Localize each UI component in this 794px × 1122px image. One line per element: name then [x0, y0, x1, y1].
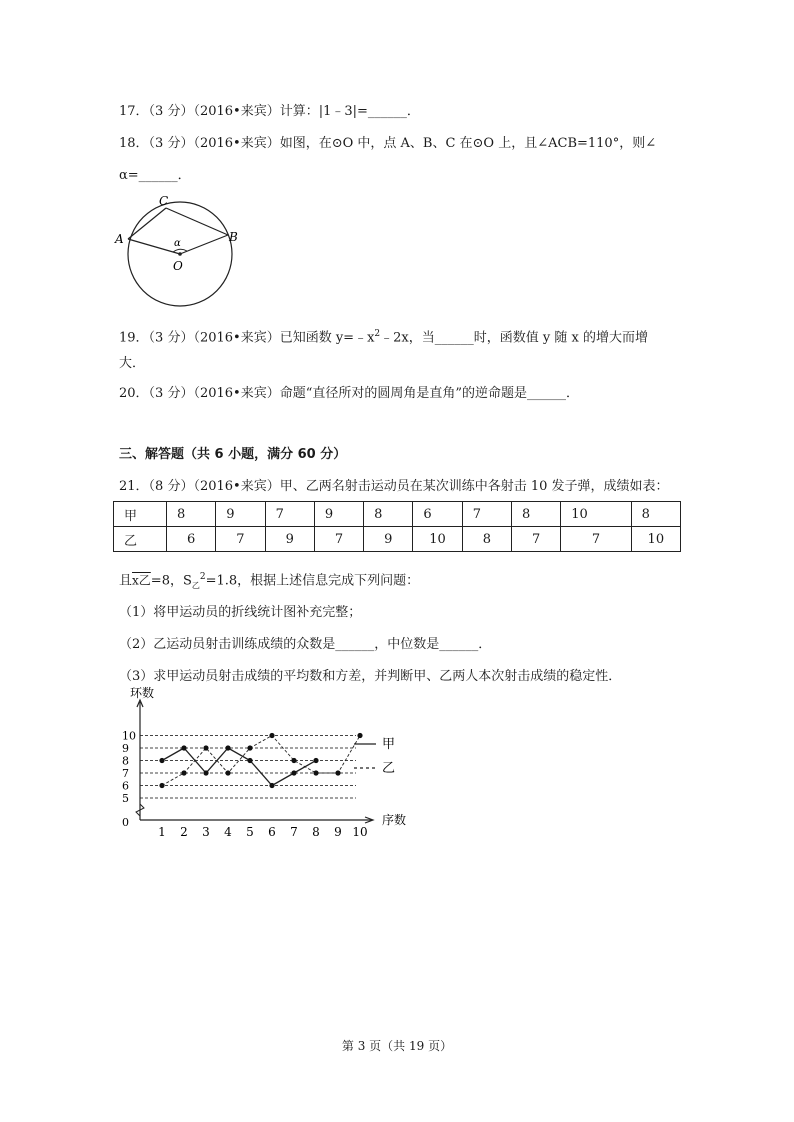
data-point [159, 758, 164, 763]
question-19-exponent: 2 [374, 329, 381, 339]
given-prefix: 且 [119, 573, 133, 589]
question-21-text: 21．（8 分）（2016•来宾）甲、乙两名射击运动员在某次训练中各射击 10 发子弹，成绩如表： [119, 479, 669, 494]
y-tick-label: 0 [122, 816, 129, 829]
chord-ac [128, 208, 166, 239]
x-tick-label: 1 [158, 825, 166, 839]
row-label-yi: 乙 [114, 527, 167, 552]
x-tick-label: 10 [352, 825, 368, 839]
x-tick-label: 4 [224, 825, 232, 839]
data-point [313, 758, 318, 763]
question-19-line2 [119, 354, 145, 374]
label-c: C [159, 194, 169, 208]
part-2: （2）乙运动员射击训练成绩的众数是______，中位数是______． [119, 637, 492, 652]
table-cell: 7 [511, 527, 560, 552]
table-cell: 8 [167, 502, 216, 527]
legend-symbol: —— [354, 748, 356, 749]
table-cell: 8 [364, 502, 413, 527]
table-cell: 9 [364, 527, 413, 552]
table-cell: 6 [167, 527, 216, 552]
data-point [181, 770, 186, 775]
x-tick-label: 7 [290, 825, 298, 839]
chart-ticks [122, 685, 406, 839]
x-tick-label: 9 [334, 825, 342, 839]
data-point [225, 745, 230, 750]
data-point [335, 770, 340, 775]
section-3-title: 三、解答题（共 6 小题，满分 60 分） [119, 447, 347, 462]
x-axis-label: 序数 [382, 813, 407, 827]
score-line-chart [110, 686, 430, 839]
question-18-text: 18．（3 分）（2016•来宾）如图，在⊙O 中，点 A、B、C 在⊙O 上，且∠ACB=110°，则∠ [119, 136, 657, 151]
chord-cb [166, 208, 228, 235]
question-19-line1 [119, 324, 648, 348]
y-tick-label: 10 [122, 729, 136, 743]
label-o: O [173, 259, 183, 273]
scores-table [113, 501, 681, 552]
question-18-line1 [119, 134, 656, 154]
data-point [181, 745, 186, 750]
x-tick-label: 5 [246, 825, 254, 839]
chart-axes [136, 700, 373, 823]
data-point [225, 770, 230, 775]
variance-subscript: 乙 [191, 580, 200, 590]
x-tick-label: 8 [312, 825, 320, 839]
question-18-answer-line: α=______． [119, 168, 191, 183]
data-point [247, 758, 252, 763]
circle-figure [115, 192, 245, 307]
data-point [203, 745, 208, 750]
question-17-text: 17．（3 分）（2016•来宾）计算：|1﹣3|=______． [119, 104, 420, 119]
table-cell: 10 [631, 527, 680, 552]
table-cell: 9 [265, 527, 314, 552]
question-19-text-a: 19．（3 分）（2016•来宾）已知函数 y=﹣x [119, 330, 375, 346]
series-line-jia [162, 748, 316, 786]
data-point [203, 770, 208, 775]
legend-label: 乙 [382, 761, 396, 776]
data-point [357, 733, 362, 738]
data-point [247, 745, 252, 750]
chart-grid [140, 736, 356, 799]
table-row-jia [114, 502, 681, 527]
data-point [291, 758, 296, 763]
legend-label: 甲 [382, 737, 396, 752]
label-b: B [229, 230, 238, 244]
table-cell: 10 [413, 527, 462, 552]
data-point [159, 783, 164, 788]
row-label-jia: 甲 [114, 502, 167, 527]
table-row-yi [114, 527, 681, 552]
data-point [291, 770, 296, 775]
y-tick-label: 7 [122, 767, 129, 780]
table-cell: 9 [216, 502, 265, 527]
data-point [313, 770, 318, 775]
part-3: （3）求甲运动员射击成绩的平均数和方差，并判断甲、乙两人本次射击成绩的稳定性． [119, 669, 622, 684]
y-tick-label: 6 [122, 779, 129, 793]
x-tick-label: 2 [180, 825, 188, 839]
legend-symbol: - - [354, 772, 355, 773]
question-19-text-b: ﹣2x，当______时，函数值 y 随 x 的增大而增 [380, 330, 648, 346]
radius-oa [128, 239, 180, 254]
table-cell: 7 [216, 527, 265, 552]
y-tick-label: 9 [122, 742, 129, 755]
table-cell: 8 [511, 502, 560, 527]
data-point [269, 783, 274, 788]
variance-exponent: 2 [199, 572, 206, 582]
mean-yi-symbol: x乙 [132, 573, 151, 588]
question-18-line2 [119, 166, 191, 186]
data-point [269, 733, 274, 738]
question-21-intro [119, 477, 669, 497]
table-cell: 10 [561, 502, 631, 527]
x-tick-label: 6 [268, 825, 276, 839]
given-mid: =8，S [150, 573, 192, 589]
label-a: A [115, 232, 124, 246]
table-cell: 9 [314, 502, 363, 527]
center-point [178, 252, 182, 256]
question-19-continuation: 大． [119, 356, 146, 371]
y-axis-label: 环数 [130, 686, 155, 700]
question-20 [119, 384, 579, 404]
chart-legend [354, 737, 395, 776]
given-suffix: =1.8，根据上述信息完成下列问题： [205, 573, 420, 589]
page-footer: 第 3 页（共 19 页） [341, 1039, 453, 1053]
question-17 [119, 102, 420, 122]
table-cell: 7 [265, 502, 314, 527]
table-cell: 8 [462, 527, 511, 552]
table-cell: 6 [413, 502, 462, 527]
question-20-text: 20．（3 分）（2016•来宾）命题“直径所对的圆周角是直角”的逆命题是______． [119, 386, 579, 401]
table-cell: 7 [314, 527, 363, 552]
y-tick-label: 8 [122, 754, 129, 768]
y-tick-label: 5 [122, 792, 129, 805]
part-1: （1）将甲运动员的折线统计图补充完整； [119, 605, 362, 620]
label-alpha: α [174, 238, 181, 249]
question-21-given [119, 567, 419, 596]
x-tick-label: 3 [202, 825, 210, 839]
table-cell: 7 [561, 527, 631, 552]
table-cell: 8 [631, 502, 680, 527]
table-cell: 7 [462, 502, 511, 527]
radius-ob [180, 235, 228, 254]
